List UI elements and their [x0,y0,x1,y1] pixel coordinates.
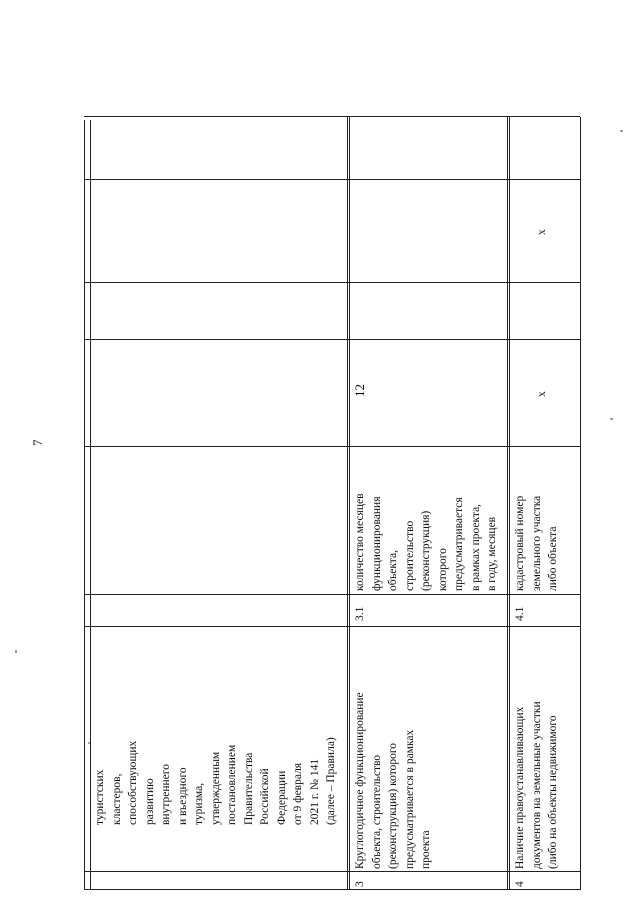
col-border-c7 [84,179,580,180]
row2-num: 3 [354,881,366,887]
row1-name: туристских кластеров, способствующих развитию внутреннего и въездного туризма, утвержденным постановлением Правительства Российской Федерации от 9 февраля 2021 г. № 141 (далее – Правила) [94,737,337,825]
row3-indicator: кадастровый номер земельного участка либо объекта [514,495,559,591]
col-border-top [84,889,580,890]
col-border-value [84,339,580,340]
row2-name: Круглогодичное функционирование объекта, строительство (реконструкция) которого предусматривается в рамках проекта [354,692,432,869]
row2-value: 12 [352,384,367,397]
row-border-left [84,120,85,890]
row3-value: x [536,391,548,397]
row3-c7: x [536,229,548,235]
row-border-5 [509,117,510,890]
row-border-3 [349,117,350,890]
row-border-1 [90,120,91,890]
col-border-num [84,871,580,872]
scan-speck [620,130,623,132]
page-number: 7 [30,439,45,446]
row3-name: Наличие правоустанавливающих документов на земельные участки (либо на объекты недвижимого [514,701,559,869]
criteria-table [0,117,559,917]
row-border-2 [347,117,348,890]
scan-speck [88,742,90,744]
scan-speck [15,650,17,653]
scan-speck [610,418,613,420]
row3-num: 4 [514,881,526,887]
row3-sub: 4.1 [514,606,526,621]
row-border-right [580,117,581,890]
row2-indicator: количество месяцев функционирования объекта, строительство (реконструкция) которого предусматривается в рамках проекта, в году, месяцев [354,493,498,591]
col-border-bottom [84,116,580,117]
row-border-4 [507,117,508,890]
col-border-c6 [84,282,580,283]
row2-sub: 3.1 [354,606,366,621]
col-border-indicator [84,446,580,447]
